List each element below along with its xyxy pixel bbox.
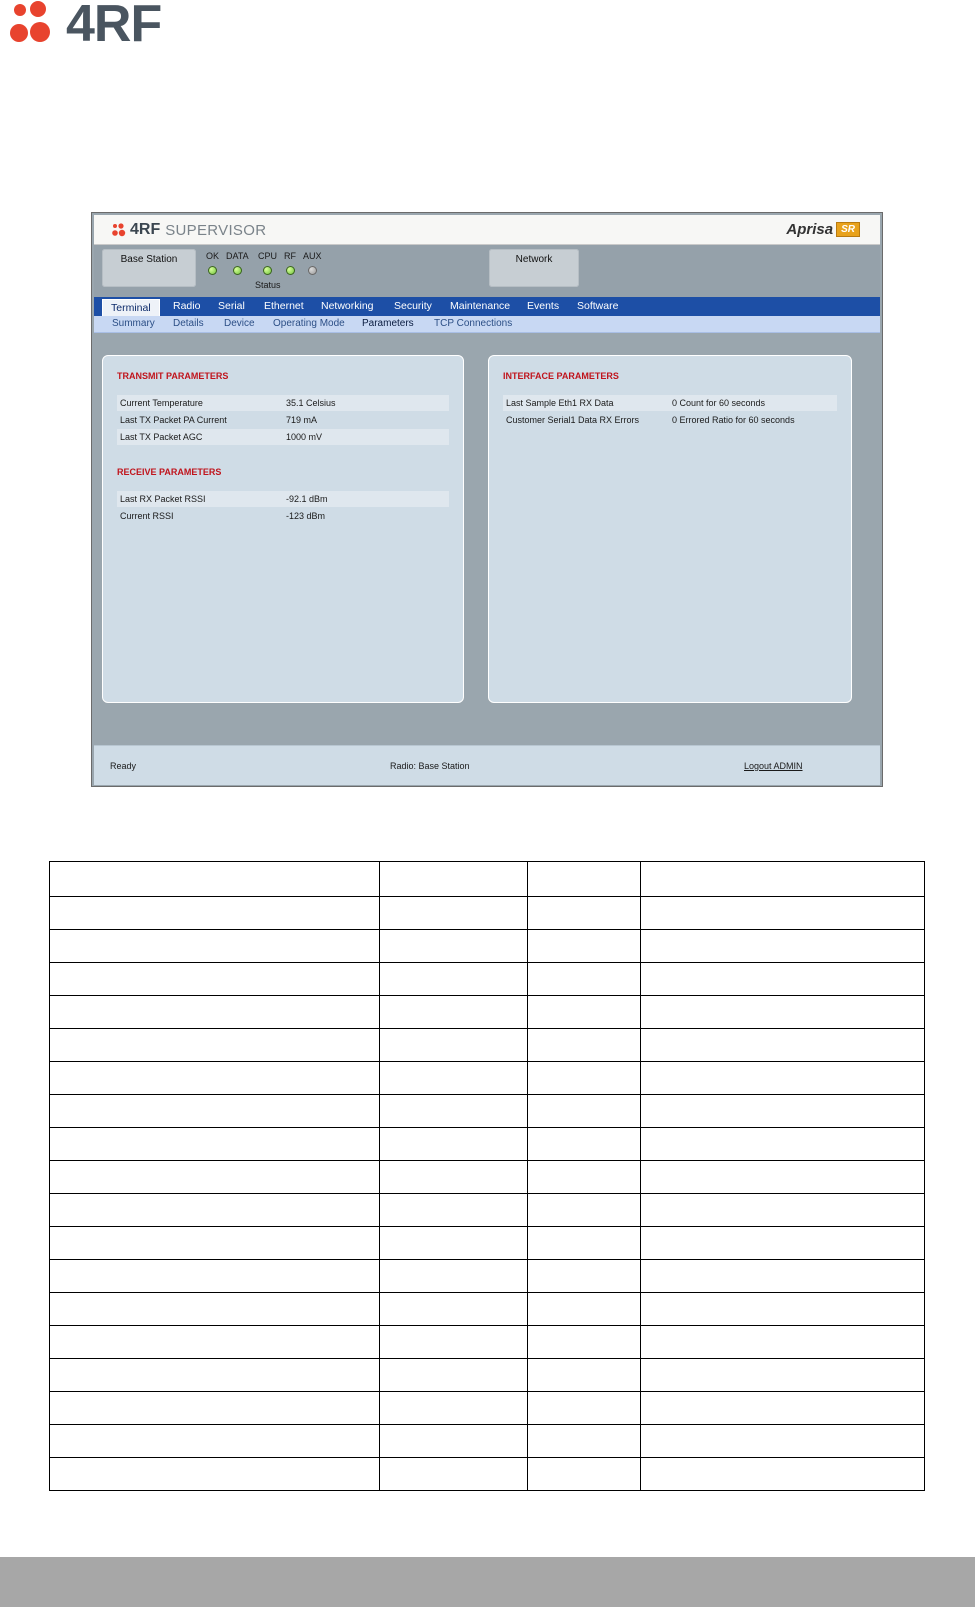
table-cell [50, 1458, 380, 1491]
brand [112, 220, 266, 240]
subtab-summary[interactable]: Summary [112, 318, 155, 329]
table-cell [641, 1128, 925, 1161]
param-row [117, 395, 449, 411]
table-cell [641, 1161, 925, 1194]
table-cell [380, 1392, 528, 1425]
led-label: AUX [303, 251, 322, 261]
table-row [50, 963, 925, 996]
table-cell [50, 862, 380, 897]
table-row [50, 1194, 925, 1227]
param-label: Last TX Packet AGC [120, 432, 203, 442]
led-aux [303, 251, 322, 275]
table-row [50, 1128, 925, 1161]
4rf-brand-icon [112, 223, 126, 237]
table-cell [528, 1293, 641, 1326]
table-cell [528, 996, 641, 1029]
param-label: Current RSSI [120, 511, 174, 521]
table-cell [380, 1326, 528, 1359]
table-cell [641, 897, 925, 930]
product-name: SUPERVISOR [165, 221, 267, 239]
table-cell [50, 897, 380, 930]
led-label: OK [206, 251, 220, 261]
model-name: Aprisa [786, 221, 834, 238]
table-cell [50, 996, 380, 1029]
tab-events[interactable]: Events [527, 300, 560, 312]
table-cell [380, 1227, 528, 1260]
footer-radio: Radio: Base Station [390, 761, 470, 771]
table-row [50, 1062, 925, 1095]
table-cell [380, 1458, 528, 1491]
param-row [117, 412, 449, 428]
content-area [94, 333, 880, 745]
table-cell [528, 1194, 641, 1227]
subtab-device[interactable]: Device [224, 318, 255, 329]
table-row [50, 897, 925, 930]
table-cell [50, 1062, 380, 1095]
subtab-details[interactable]: Details [173, 318, 204, 329]
table-cell [528, 1425, 641, 1458]
table-cell [528, 1095, 641, 1128]
table-cell [380, 930, 528, 963]
tab-radio[interactable]: Radio [173, 300, 201, 312]
table-row [50, 1095, 925, 1128]
base-station-button[interactable]: Base Station [102, 249, 196, 287]
footer-status: Ready [110, 761, 137, 771]
sub-nav [94, 316, 880, 333]
brand-name: 4RF [130, 221, 161, 238]
table-cell [528, 1062, 641, 1095]
table-cell [528, 1326, 641, 1359]
status-area [94, 245, 880, 297]
table-cell [641, 862, 925, 897]
table-cell [50, 1128, 380, 1161]
table-cell [641, 1227, 925, 1260]
led-label: CPU [258, 251, 278, 261]
led-data [226, 251, 249, 275]
empty-table [49, 861, 925, 1491]
param-label: Last RX Packet RSSI [120, 494, 206, 504]
table-cell [50, 1326, 380, 1359]
table-cell [380, 1029, 528, 1062]
table-cell [528, 1128, 641, 1161]
subtab-operating-mode[interactable]: Operating Mode [273, 318, 345, 329]
table-row [50, 1293, 925, 1326]
param-row [503, 395, 837, 411]
table-cell [528, 1227, 641, 1260]
table-cell [380, 1293, 528, 1326]
table-cell [380, 1095, 528, 1128]
param-value: 1000 mV [286, 432, 323, 442]
table-cell [380, 1161, 528, 1194]
param-value: -123 dBm [286, 511, 326, 521]
table-row [50, 1260, 925, 1293]
param-value: 35.1 Celsius [286, 398, 336, 408]
param-row [117, 429, 449, 445]
tab-maintenance[interactable]: Maintenance [450, 300, 511, 312]
table-row [50, 1326, 925, 1359]
table-cell [50, 1392, 380, 1425]
table-cell [50, 1029, 380, 1062]
status-caption: Status [255, 280, 281, 290]
tab-terminal[interactable]: Terminal [102, 299, 160, 316]
interface-title: INTERFACE PARAMETERS [503, 371, 619, 381]
tab-serial[interactable]: Serial [218, 300, 245, 312]
table-row [50, 930, 925, 963]
table-cell [528, 1260, 641, 1293]
param-value: -92.1 dBm [286, 494, 328, 504]
table-cell [50, 1194, 380, 1227]
tab-security[interactable]: Security [394, 300, 432, 312]
table-cell [641, 1359, 925, 1392]
app-footer [94, 745, 880, 785]
receive-title: RECEIVE PARAMETERS [117, 467, 222, 477]
led-ok [206, 251, 219, 275]
table-cell [641, 1029, 925, 1062]
table-cell [641, 963, 925, 996]
interface-panel [488, 355, 852, 703]
param-label: Last Sample Eth1 RX Data [506, 398, 614, 408]
table-cell [641, 1458, 925, 1491]
table-cell [380, 963, 528, 996]
page-footer-bar [0, 1557, 975, 1607]
tab-software[interactable]: Software [577, 300, 619, 312]
supervisor-window [91, 212, 883, 787]
app-header [94, 215, 880, 245]
main-nav [94, 297, 880, 316]
param-value: 719 mA [286, 415, 318, 425]
table-row [50, 1161, 925, 1194]
subtab-tcp-connections[interactable]: TCP Connections [434, 318, 513, 329]
table-row [50, 996, 925, 1029]
table-row [50, 1227, 925, 1260]
table-row [50, 1392, 925, 1425]
table-cell [380, 1128, 528, 1161]
table-cell [50, 1260, 380, 1293]
network-button[interactable]: Network [489, 249, 579, 287]
led-indicator-icon [208, 266, 217, 275]
led-rf [284, 251, 296, 275]
led-indicator-icon [263, 266, 272, 275]
table-cell [50, 1293, 380, 1326]
table-cell [380, 897, 528, 930]
param-label: Last TX Packet PA Current [120, 415, 227, 425]
param-row [503, 412, 837, 428]
table-cell [641, 1392, 925, 1425]
tab-networking[interactable]: Networking [321, 300, 374, 312]
table-cell [380, 1425, 528, 1458]
table-cell [50, 1095, 380, 1128]
table-cell [50, 1161, 380, 1194]
table-cell [641, 1293, 925, 1326]
table-cell [50, 1425, 380, 1458]
table-cell [380, 1062, 528, 1095]
table-cell [641, 1062, 925, 1095]
param-label: Customer Serial1 Data RX Errors [506, 415, 640, 425]
table-cell [380, 996, 528, 1029]
table-cell [528, 930, 641, 963]
led-indicator-icon [233, 266, 242, 275]
table-cell [528, 897, 641, 930]
table-cell [528, 1359, 641, 1392]
table-cell [641, 1095, 925, 1128]
table-cell [50, 930, 380, 963]
table-cell [641, 930, 925, 963]
param-label: Current Temperature [120, 398, 203, 408]
led-cpu [258, 251, 277, 275]
subtab-parameters[interactable]: Parameters [362, 318, 414, 329]
table-cell [380, 1194, 528, 1227]
table-cell [641, 1425, 925, 1458]
table-cell [641, 1326, 925, 1359]
table-row [50, 1359, 925, 1392]
table-cell [50, 1359, 380, 1392]
page-logo-text: 4RF [66, 0, 162, 53]
table-cell [641, 1194, 925, 1227]
led-indicator-icon [286, 266, 295, 275]
param-row [117, 491, 449, 507]
table-cell [380, 862, 528, 897]
table-cell [50, 963, 380, 996]
led-label: DATA [226, 251, 249, 261]
table-cell [380, 1260, 528, 1293]
table-cell [528, 1392, 641, 1425]
table-cell [528, 1458, 641, 1491]
transmit-receive-panel [102, 355, 464, 703]
4rf-logo-icon [10, 0, 60, 48]
logout-link[interactable]: Logout ADMIN [744, 761, 803, 771]
table-cell [50, 1227, 380, 1260]
led-label: RF [284, 251, 296, 261]
table-cell [528, 1161, 641, 1194]
table-cell [641, 1260, 925, 1293]
aprisa-logo [786, 221, 860, 238]
transmit-title: TRANSMIT PARAMETERS [117, 371, 229, 381]
param-row [117, 508, 449, 524]
table-cell [528, 1029, 641, 1062]
tab-ethernet[interactable]: Ethernet [264, 300, 304, 312]
table-row [50, 862, 925, 897]
table-cell [380, 1359, 528, 1392]
param-value: 0 Count for 60 seconds [672, 398, 766, 408]
table-cell [528, 963, 641, 996]
table-row [50, 1029, 925, 1062]
table-cell [641, 996, 925, 1029]
model-badge: SR [836, 222, 860, 237]
table-cell [528, 862, 641, 897]
table-row [50, 1425, 925, 1458]
page-logo [10, 0, 185, 53]
led-indicator-icon [308, 266, 317, 275]
table-row [50, 1458, 925, 1491]
param-value: 0 Errored Ratio for 60 seconds [672, 415, 795, 425]
